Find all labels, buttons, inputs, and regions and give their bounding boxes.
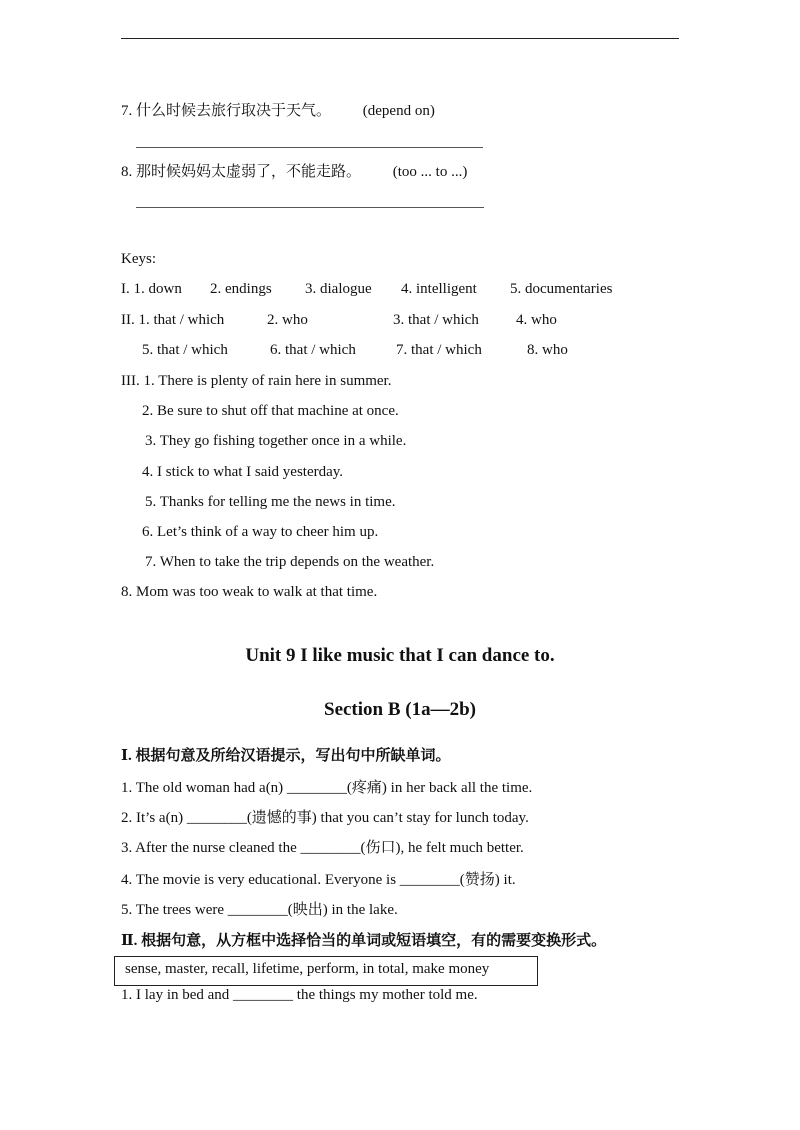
exercise-1-item-3: 3. After the nurse cleaned the ________(伤口), he felt much better. [121,840,524,856]
key-1-1: I. 1. down [121,281,182,297]
key-2-8: 8. who [527,342,568,358]
word-box-text: sense, master, recall, lifetime, perform, in total, make money [125,961,490,977]
key-2-6: 6. that / which [270,342,356,358]
translation-text: 7. 什么时候去旅行取决于天气。 [121,103,332,119]
exercise-1-item-4: 4. The movie is very educational. Everyone is ________(赞扬) it. [121,872,516,888]
key-1-4: 4. intelligent [401,281,477,297]
exercise-2-item-1: 1. I lay in bed and ________ the things my mother told me. [121,987,478,1003]
section-title: Section B (1a—2b) [324,699,476,720]
key-3-5: 5. Thanks for telling me the news in time. [145,494,396,510]
key-2-7: 7. that / which [396,342,482,358]
translation-item-8 [121,160,467,181]
translation-hint: (depend on) [362,103,435,119]
translation-item-7 [121,99,435,120]
key-1-3: 3. dialogue [305,281,372,297]
key-3-4: 4. I stick to what I said yesterday. [142,464,344,480]
exercise-1-item-1: 1. The old woman had a(n) ________(疼痛) in her back all the time. [121,780,533,796]
translation-hint: (too ... to ...) [392,164,468,180]
key-3-7: 7. When to take the trip depends on the weather. [145,554,435,570]
keys-heading: Keys: [121,251,156,267]
key-3-1: III. 1. There is plenty of rain here in summer. [121,373,392,389]
key-1-5: 5. documentaries [510,281,613,297]
key-3-6: 6. Let’s think of a way to cheer him up. [142,524,379,540]
answer-line-8 [136,207,484,208]
answer-line-7 [136,147,483,148]
key-3-3: 3. They go fishing together once in a while. [145,433,407,449]
exercise-1-instruction: Ⅰ. 根据句意及所给汉语提示，写出句中所缺单词。 [121,748,451,764]
key-3-8: 8. Mom was too weak to walk at that time. [121,584,378,600]
exercise-1-item-5: 5. The trees were ________(映出) in the lake. [121,902,398,918]
key-2-3: 3. that / which [393,312,479,328]
key-2-1: II. 1. that / which [121,312,225,328]
header-rule [121,38,679,39]
exercise-1-item-2: 2. It’s a(n) ________(遗憾的事) that you can’t stay for lunch today. [121,810,529,826]
key-2-4: 4. who [516,312,557,328]
key-1-2: 2. endings [210,281,272,297]
unit-title: Unit 9 I like music that I can dance to. [245,645,555,666]
word-box [114,956,538,986]
key-2-2: 2. who [267,312,308,328]
key-2-5: 5. that / which [142,342,228,358]
key-3-2: 2. Be sure to shut off that machine at once. [142,403,399,419]
exercise-2-instruction: Ⅱ. 根据句意，从方框中选择恰当的单词或短语填空，有的需要变换形式。 [121,933,607,949]
translation-text: 8. 那时候妈妈太虚弱了，不能走路。 [121,164,362,180]
